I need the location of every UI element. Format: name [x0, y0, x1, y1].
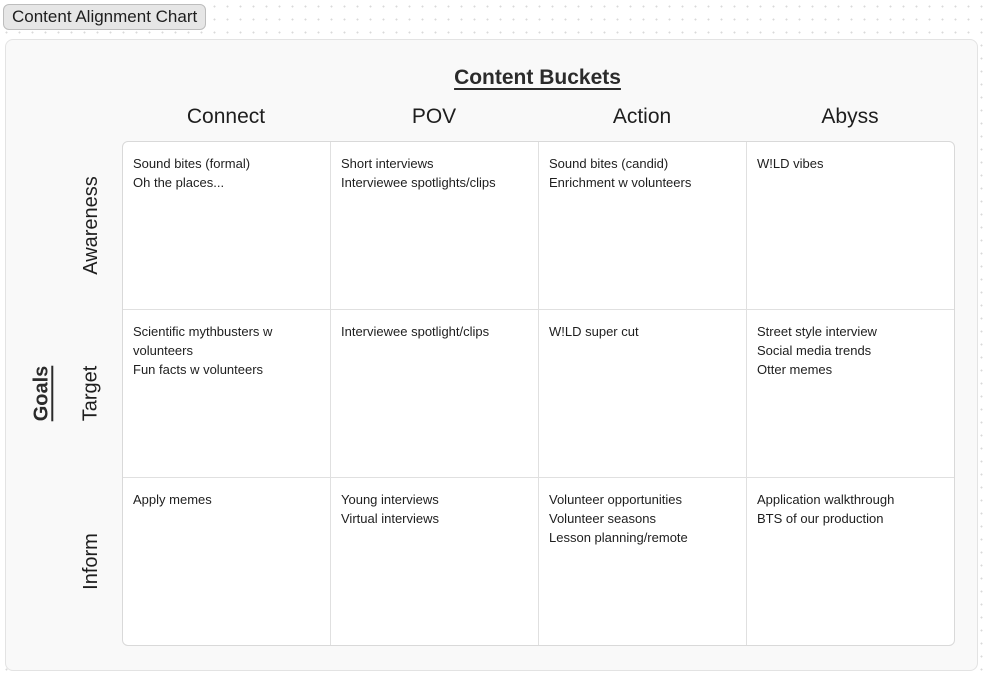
cell-text-line: Street style interview [757, 324, 877, 339]
cell-text-line: Virtual interviews [341, 511, 440, 526]
cell-text-line: Sound bites (formal) [133, 156, 251, 171]
grid-cell-inform-connect[interactable] [123, 478, 331, 645]
grid-cell-inform-abyss[interactable] [747, 478, 954, 645]
cell-text-line: Sound bites (candid) [549, 156, 669, 171]
grid-cell-inform-action[interactable] [539, 478, 747, 645]
cell-text-line: Short interviews [341, 156, 434, 171]
column-header-abyss: Abyss [821, 105, 879, 128]
content-buckets-heading: Content Buckets [454, 66, 621, 89]
alignment-grid [122, 141, 955, 646]
cell-text-line: Enrichment w volunteers [549, 175, 692, 190]
grid-cell-awareness-connect[interactable] [123, 142, 331, 310]
cell-text-line: BTS of our production [757, 511, 884, 526]
cell-text-line: Volunteer seasons [549, 511, 656, 526]
goals-axis-label [22, 141, 62, 646]
cell-text-line: W!LD vibes [757, 156, 824, 171]
grid-cell-target-pov[interactable] [331, 310, 539, 478]
cell-text-line: Application walkthrough [757, 492, 895, 507]
grid-cell-awareness-action[interactable] [539, 142, 747, 310]
column-header-action: Action [612, 105, 672, 128]
cell-text-line: Interviewee spotlight/clips [341, 324, 490, 339]
cell-text-line: Otter memes [757, 362, 833, 377]
row-label-inform: Inform [79, 533, 102, 590]
row-label-awareness: Awareness [79, 175, 102, 275]
cell-text-line: W!LD super cut [549, 324, 639, 339]
column-header-pov: POV [411, 105, 457, 128]
grid-cell-target-action[interactable] [539, 310, 747, 478]
grid-cell-target-connect[interactable] [123, 310, 331, 478]
goals-label-text: Goals [30, 365, 53, 422]
cell-text-line: Scientific mythbusters w volunteers [133, 324, 273, 358]
cell-text-line: Young interviews [341, 492, 439, 507]
frame-title[interactable]: Content Alignment Chart [3, 4, 206, 30]
cell-text-line: Social media trends [757, 343, 872, 358]
row-header-inform [71, 477, 111, 646]
grid-cell-inform-pov[interactable] [331, 478, 539, 645]
grid-cell-awareness-pov[interactable] [331, 142, 539, 310]
cell-text-line: Volunteer opportunities [549, 492, 682, 507]
row-label-target: Target [79, 365, 102, 421]
grid-cell-target-abyss[interactable] [747, 310, 954, 478]
cell-text-line: Interviewee spotlights/clips [341, 175, 496, 190]
row-header-target [71, 309, 111, 477]
column-header-connect: Connect [186, 105, 266, 128]
cell-text-line: Oh the places... [133, 175, 225, 190]
grid-cell-awareness-abyss[interactable] [747, 142, 954, 310]
cell-text-line: Fun facts w volunteers [133, 362, 264, 377]
row-header-awareness [71, 141, 111, 309]
cell-text-line: Apply memes [133, 492, 212, 507]
cell-text-line: Lesson planning/remote [549, 530, 688, 545]
